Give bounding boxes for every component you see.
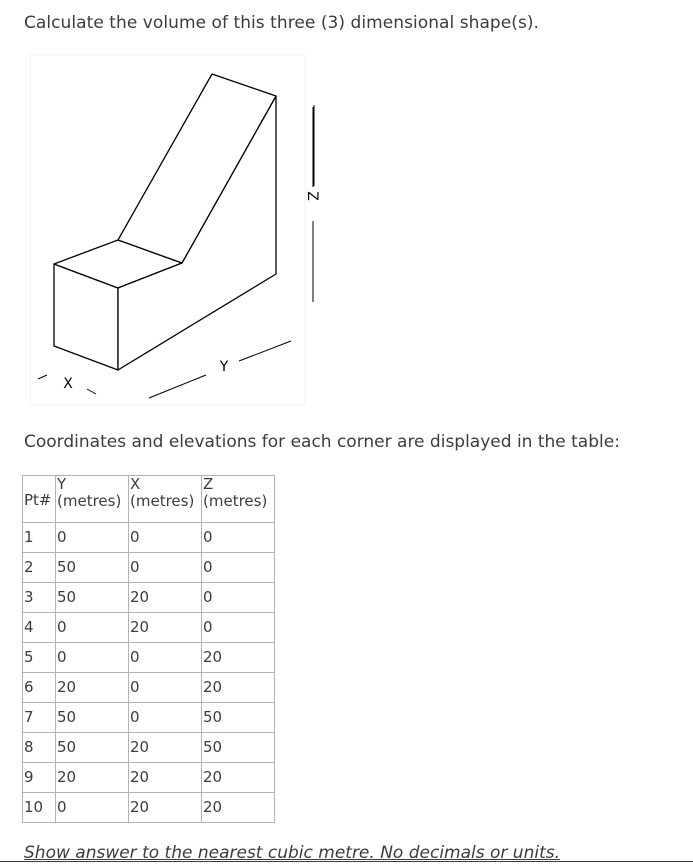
header-x-name: X [130, 475, 141, 493]
cell-x: 20 [129, 613, 202, 643]
cell-y: 0 [56, 613, 129, 643]
cell-x: 0 [129, 553, 202, 583]
table-row [23, 733, 275, 763]
table-row [23, 763, 275, 793]
header-x [129, 476, 202, 523]
table-row [23, 613, 275, 643]
cell-pt: 1 [23, 523, 56, 553]
question-prompt: Calculate the volume of this three (3) dimensional shape(s). [24, 13, 539, 33]
cell-y: 0 [56, 523, 129, 553]
cell-y: 50 [56, 553, 129, 583]
header-y-unit: (metres) [57, 492, 122, 510]
table-row [23, 643, 275, 673]
header-z-name: Z [203, 475, 214, 493]
table-intro: Coordinates and elevations for each corner are displayed in the table: [24, 432, 620, 452]
cell-pt: 2 [23, 553, 56, 583]
cell-x: 0 [129, 703, 202, 733]
cell-pt: 6 [23, 673, 56, 703]
cell-y: 0 [56, 643, 129, 673]
cell-x: 0 [129, 523, 202, 553]
header-y [56, 476, 129, 523]
header-pt: Pt# [23, 476, 56, 523]
table-row [23, 523, 275, 553]
cell-x: 20 [129, 733, 202, 763]
cell-z: 50 [202, 703, 275, 733]
cell-pt: 4 [23, 613, 56, 643]
answer-divider [0, 861, 693, 862]
cell-pt: 10 [23, 793, 56, 823]
cell-z: 20 [202, 763, 275, 793]
table-row [23, 703, 275, 733]
cell-z: 0 [202, 583, 275, 613]
cell-y: 50 [56, 733, 129, 763]
table-header-row [23, 476, 275, 523]
cell-z: 0 [202, 523, 275, 553]
cell-x: 20 [129, 583, 202, 613]
cell-y: 20 [56, 763, 129, 793]
header-z-unit: (metres) [203, 492, 268, 510]
coordinates-table [22, 475, 275, 823]
cell-x: 0 [129, 643, 202, 673]
header-z [202, 476, 275, 523]
header-x-unit: (metres) [130, 492, 195, 510]
header-y-name: Y [57, 475, 67, 493]
z-axis-label: Z [304, 191, 320, 201]
cell-pt: 5 [23, 643, 56, 673]
cell-y: 0 [56, 793, 129, 823]
cell-z: 0 [202, 553, 275, 583]
cell-x: 20 [129, 763, 202, 793]
cell-z: 0 [202, 613, 275, 643]
cell-x: 0 [129, 673, 202, 703]
cell-pt: 3 [23, 583, 56, 613]
cell-x: 20 [129, 793, 202, 823]
table-row [23, 673, 275, 703]
y-axis-label: Y [219, 359, 229, 375]
cell-y: 50 [56, 703, 129, 733]
table-row [23, 583, 275, 613]
cell-z: 20 [202, 793, 275, 823]
cell-pt: 9 [23, 763, 56, 793]
cell-pt: 8 [23, 733, 56, 763]
cell-z: 20 [202, 643, 275, 673]
table-row [23, 553, 275, 583]
cell-z: 20 [202, 673, 275, 703]
x-axis-label: X [63, 376, 73, 392]
answer-instructions: Show answer to the nearest cubic metre. No decimals or units. [24, 843, 560, 863]
cell-z: 50 [202, 733, 275, 763]
cell-pt: 7 [23, 703, 56, 733]
shape-figure [30, 55, 320, 405]
table-row [23, 793, 275, 823]
cell-y: 50 [56, 583, 129, 613]
cell-y: 20 [56, 673, 129, 703]
